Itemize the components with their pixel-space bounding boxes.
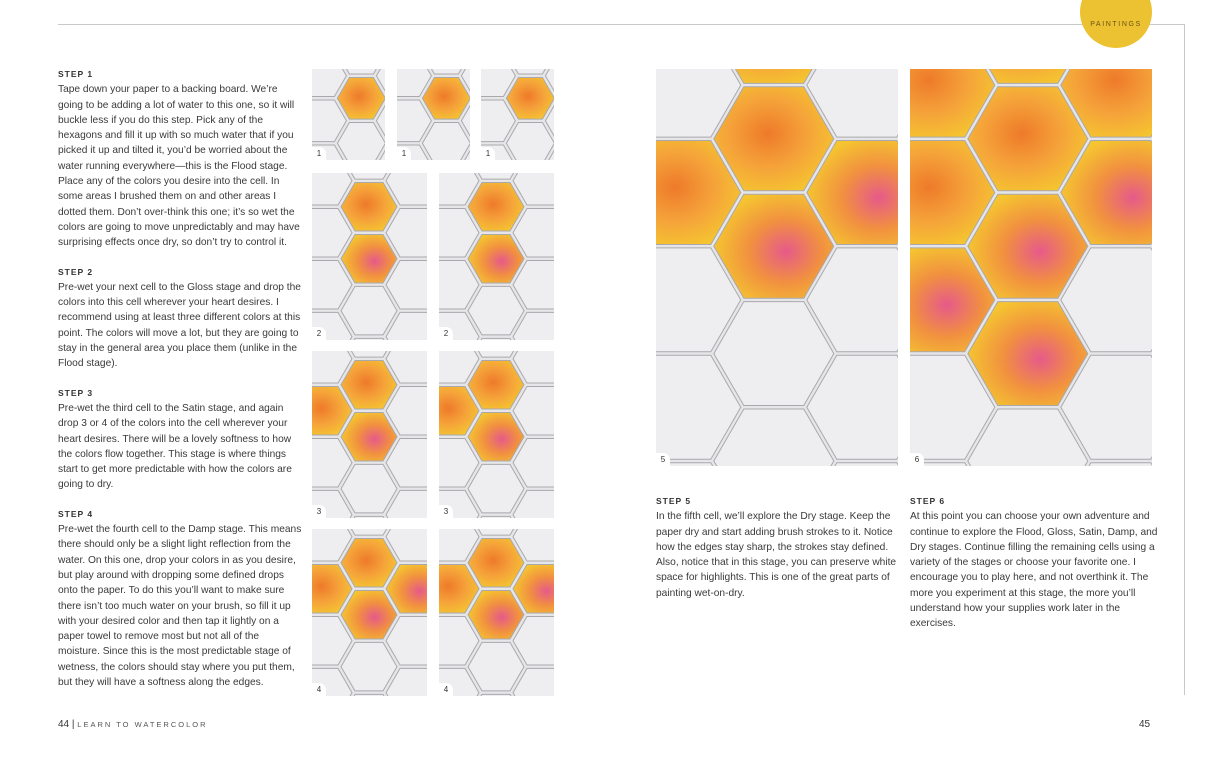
painted-hexagon xyxy=(506,78,554,120)
step-heading: STEP 4 xyxy=(58,508,94,519)
right-rule xyxy=(1184,24,1185,695)
painted-hexagon xyxy=(337,78,385,120)
hexagon-painting xyxy=(312,529,427,696)
step-heading: STEP 2 xyxy=(58,266,94,277)
painted-hexagon xyxy=(714,194,834,298)
painted-hexagon xyxy=(968,87,1088,191)
page-number: 45 xyxy=(1139,719,1151,730)
photo-label: 2 xyxy=(439,327,453,340)
empty-hexagon xyxy=(506,123,554,161)
top-rule xyxy=(58,24,1184,25)
painted-hexagon xyxy=(341,591,397,640)
painted-hexagon xyxy=(341,235,397,284)
hexagon-painting xyxy=(439,351,554,518)
photo-label: 4 xyxy=(312,683,326,696)
hexagon-painting xyxy=(397,69,470,160)
painted-hexagon xyxy=(968,302,1088,406)
hexagon-painting xyxy=(312,351,427,518)
step-6 xyxy=(910,494,1162,646)
step-heading: STEP 6 xyxy=(910,496,946,506)
step-photo xyxy=(312,173,427,340)
hexagon-painting xyxy=(656,69,898,466)
step-2 xyxy=(58,265,303,372)
empty-hexagon xyxy=(341,464,397,513)
step-heading: STEP 1 xyxy=(58,69,94,79)
painted-hexagon xyxy=(341,183,397,232)
painted-hexagon xyxy=(468,235,524,284)
empty-hexagon xyxy=(481,100,515,142)
step-photo xyxy=(656,69,898,466)
painted-hexagon xyxy=(341,361,397,410)
painted-hexagon xyxy=(468,539,524,588)
step-text: At this point you can choose your own adventure and continue to explore the Flood, Gloss, Satin, Damp, and Dry stages. Continue filling the remaining cells using a variety of the stages or choose your favorite one. I encourage you to play here, and not overthink it. The more you experiment at this stage, the more you’ll understand how your supplies work later in the exercises. xyxy=(910,511,1158,630)
painted-hexagon xyxy=(468,361,524,410)
hexagon-painting xyxy=(481,69,554,160)
step-text: In the fifth cell, we’ll explore the Dry stage. Keep the paper dry and start adding brush strokes to it. Notice how the edges stay sharp, the strokes stay defined. Also, notice that in this stage, you can preserve white space for highlights. This is one of the great parts of painting wet-on-dry. xyxy=(656,511,897,599)
section-tab-label: PAINTINGS xyxy=(1090,21,1142,28)
step-text: Pre-wet the fourth cell to the Damp stage. This means there should only be a slight light reflection from the water. On this one, drop your colors in as you desire, but play around with dropping some defined drops onto the paper. To do this you’ll want to make sure there isn’t too much water on your brush, so fill it up with your desired color and then tap it lightly on a paper towel to remove most but not all of the moisture. Since this is the most predictable stage of wetness, the colors should stay where you put them, but they will have a softness along the edges. xyxy=(58,524,302,688)
step-4 xyxy=(58,507,303,691)
painted-hexagon xyxy=(341,539,397,588)
left-text-column xyxy=(58,67,303,704)
step-photo xyxy=(312,351,427,518)
painted-hexagon xyxy=(968,194,1088,298)
hexagon-painting xyxy=(312,69,385,160)
hexagon-painting xyxy=(312,173,427,340)
photo-label: 4 xyxy=(439,683,453,696)
empty-hexagon xyxy=(714,302,834,406)
photo-label: 3 xyxy=(312,505,326,518)
section-tab xyxy=(1080,0,1152,48)
step-heading: STEP 3 xyxy=(58,387,94,398)
empty-hexagon xyxy=(341,286,397,335)
step-text: Pre-wet the third cell to the Satin stage, and again drop 3 or 4 of the colors into the cell wherever your heart desires. There will be a lovely softness to how the colors flow together. This stage is where things start to get more predictable with how the colors are going to dry. xyxy=(58,402,292,491)
photo-label: 6 xyxy=(910,453,924,466)
painted-hexagon xyxy=(422,78,470,120)
photo-label: 5 xyxy=(656,453,670,466)
painted-hexagon xyxy=(714,87,834,191)
step-photo xyxy=(397,69,470,160)
step-text: Pre-wet your next cell to the Gloss stage and drop the colors into this cell wherever your heart desires. I recommend using at least three different colors at this point. The colors will move a lot, but they are going to stay in the general area you place them (unlike in the Flood stage). xyxy=(58,281,301,370)
empty-hexagon xyxy=(341,642,397,691)
painted-hexagon xyxy=(341,413,397,462)
step-text: Tape down your paper to a backing board. We’re going to be adding a lot of water to this one, so it will buckle less if you do this step. Pick any of the hexagons and fill it up with so much water that if you picked it up and tilted it, you’d be worried about the water running everywhere—this is the Flood stage. Place any of the colors you desire into the cell. In some areas I brushed them on and other areas I dotted them. Don’t over-think this one; it’s so wet the colors are going to move unpredictably and may have surprising effects once dry, so don’t try to control it. xyxy=(58,84,300,249)
step-photo xyxy=(439,529,554,696)
photo-label: 3 xyxy=(439,505,453,518)
painted-hexagon xyxy=(468,183,524,232)
step-photo xyxy=(439,351,554,518)
empty-hexagon xyxy=(397,100,431,142)
photo-label: 1 xyxy=(397,147,411,160)
step-heading: STEP 5 xyxy=(656,496,692,506)
photo-label: 2 xyxy=(312,327,326,340)
painted-hexagon xyxy=(468,413,524,462)
photo-label: 1 xyxy=(312,147,326,160)
hexagon-painting xyxy=(439,173,554,340)
hexagon-painting xyxy=(439,529,554,696)
empty-hexagon xyxy=(337,123,385,161)
step-1 xyxy=(58,67,303,251)
step-photo xyxy=(439,173,554,340)
step-5 xyxy=(656,494,898,615)
page-number: 44 xyxy=(58,719,70,730)
painted-hexagon xyxy=(468,591,524,640)
step-photo xyxy=(481,69,554,160)
right-folio xyxy=(1139,719,1150,730)
empty-hexagon xyxy=(468,286,524,335)
empty-hexagon xyxy=(312,100,346,142)
running-section: LEARN TO WATERCOLOR xyxy=(77,720,208,729)
step-photo xyxy=(312,529,427,696)
empty-hexagon xyxy=(468,642,524,691)
empty-hexagon xyxy=(422,123,470,161)
step-photo xyxy=(910,69,1152,466)
step-3 xyxy=(58,386,303,493)
photo-label: 1 xyxy=(481,147,495,160)
step-photo xyxy=(312,69,385,160)
hexagon-painting xyxy=(910,69,1152,466)
left-folio: 44 | LEARN TO WATERCOLOR xyxy=(58,719,208,730)
empty-hexagon xyxy=(468,464,524,513)
